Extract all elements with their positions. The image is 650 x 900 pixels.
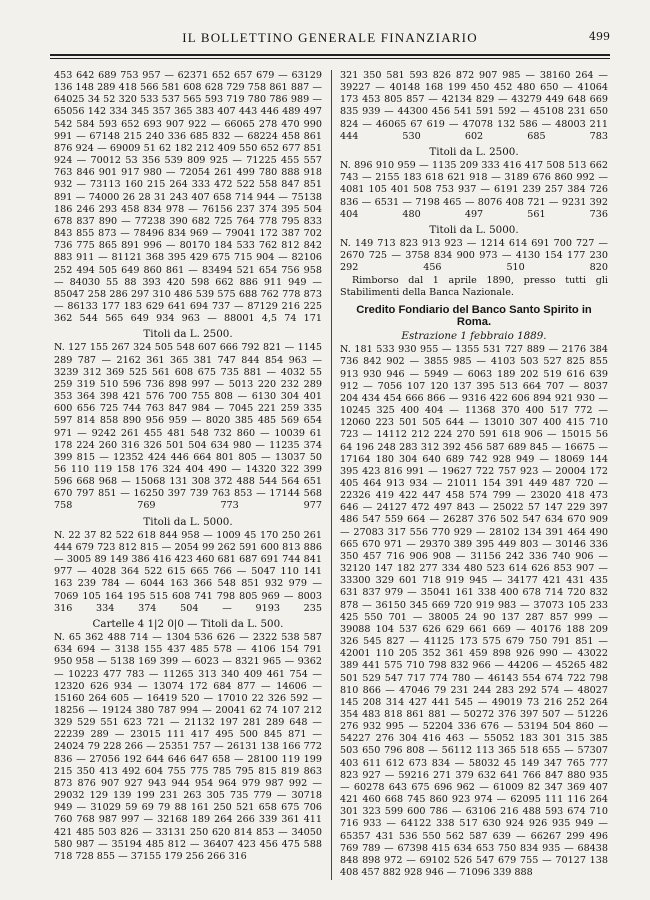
number-list: N. 22 37 82 522 618 844 958 — 1009 45 170 250 261 444 679 723 812 815 — 2054 99 262 591 600 813 886 — 3005 89 149 386 416 423 460 681 687 691 744 841 977 — 4028 364 522 615 665 766 — 5047 110 141 163 239 784 — 6044 163 366 548 851 932 979 — 7069 105 164 195 515 608 741 798 805 969 — 8003 316 334 374 504 — 9193 235: [54, 529, 322, 614]
section-title: Credito Fondiario del Banco Santo Spirito in Roma.: [356, 303, 592, 328]
header-rule-thick: [50, 54, 610, 56]
number-list: N. 149 713 823 913 923 — 1214 614 691 700 727 — 2670 725 — 3758 834 900 973 — 4130 154 177 230 292 456 510 820: [340, 238, 608, 274]
number-list: N. 181 533 930 955 — 1355 531 727 889 — 2176 384 736 842 902 — 3855 985 — 4103 503 527 825 855 913 930 946 — 5949 — 6063 189 202 519 616 639 912 — 7056 107 120 137 395 513 664 707 — 8037 204 434 454 666 866 — 9316 422 606 894 921 930 — 10245 325 400 404 — 11368 370 400 517 772 — 12060 223 501 505 644 — 13010 307 400 415 710 723 — 14112 212 224 270 591 618 906 — 15015 56 64 196 248 283 312 392 456 587 689 845 — 16675 — 17164 180 304 640 689 742 928 949 — 18069 144 395 423 816 991 — 19627 722 757 923 — 20004 172 405 464 913 934 — 21011 154 391 449 487 720 — 22326 419 422 447 458 574 799 — 23020 418 473 646 — 24127 472 497 843 — 25022 57 147 229 397 486 547 559 664 — 26287 376 502 547 634 670 909 — 27083 317 556 770 929 — 28102 134 391 464 490 665 670 971 — 29370 389 395 449 803 — 30146 336 350 457 716 906 908 — 31156 242 336 740 906 — 32120 147 182 277 334 480 523 614 626 853 907 — 33300 329 601 718 919 945 — 34177 421 431 435 631 837 979 — 35041 161 338 400 678 714 720 832 878 — 36150 345 669 720 919 983 — 37073 105 233 425 550 701 — 38005 24 90 137 287 857 999 — 39088 104 537 626 629 661 669 — 40176 188 209 326 545 827 — 41125 173 575 679 750 791 851 — 42001 110 205 352 361 459 898 926 990 — 43022 389 441 575 710 798 832 966 — 44206 — 45265 482 501 529 547 717 774 780 — 46143 554 674 722 798 810 866 — 47046 79 231 244 283 292 574 — 48027 145 208 314 427 441 545 — 49019 73 216 252 264 354 483 818 861 881 — 50272 376 397 507 — 51226 276 932 995 — 52204 336 676 — 53194 504 860 — 54227 276 304 416 463 — 55052 183 301 315 385 503 650 796 808 — 56112 113 365 518 655 — 57307 403 611 612 673 834 — 58032 45 149 347 765 777 823 927 — 59216 271 379 632 641 766 847 880 935 — 60278 643 675 696 962 — 61009 82 347 369 407 421 460 668 745 860 923 974 — 62095 111 116 264 301 323 599 600 786 — 63106 216 488 593 674 710 716 933 — 64122 338 517 630 924 926 935 949 — 65357 431 536 550 562 587 639 — 66267 299 496 769 789 — 67398 415 634 653 750 834 935 — 68438 848 898 972 — 69102 526 547 679 755 — 70127 138 408 457 882 928 946 — 71096 339 888: [340, 344, 608, 878]
reimbursement-note: Rimborso dal 1 aprile 1890, presso tutti gli Stabilimenti della Banca Nazionale.: [340, 274, 608, 298]
number-list: N. 896 910 959 — 1135 209 333 416 417 508 513 662 743 — 2155 183 618 621 918 — 3189 676 860 992 — 4081 105 401 508 753 937 — 6191 239 257 384 726 836 — 6531 — 7198 465 — 8076 408 721 — 9231 392 404 480 497 561 736: [340, 160, 608, 220]
page-number: 499: [589, 30, 610, 43]
extraction-date: Estrazione 1 febbraio 1889.: [401, 330, 547, 343]
number-list: 453 642 689 753 957 — 62371 652 657 679 — 63129 136 148 289 418 566 581 608 628 729 758 861 887 — 64025 34 52 320 533 537 565 593 719 780 786 989 — 65056 142 334 345 357 365 383 407 443 446 489 497 542 584 593 652 693 907 922 — 66065 278 470 990 991 — 67148 215 240 336 685 832 — 68224 458 861 876 924 — 69009 51 62 182 212 409 550 652 677 851 924 — 70012 53 356 539 809 925 — 71225 455 557 763 846 901 917 980 — 72054 261 499 780 888 918 932 — 73113 160 215 264 333 472 522 558 847 851 891 — 74000 26 28 31 243 407 658 714 944 — 75138 186 246 293 458 834 978 — 76156 237 374 395 504 678 837 890 — 77238 390 682 725 764 778 795 833 843 855 873 — 78496 834 969 — 79041 172 387 702 736 775 865 891 996 — 80170 184 533 762 812 842 883 911 — 81121 368 395 429 675 715 904 — 82106 252 494 505 649 860 861 — 83494 521 654 756 958 — 84030 55 88 393 420 598 662 886 911 949 — 85047 258 286 297 310 486 539 575 688 762 778 873 — 86133 177 183 629 641 694 737 — 87129 216 225 362 544 565 649 934 963 — 88001 4,5 74 171: [54, 70, 322, 325]
running-header: [50, 30, 610, 50]
right-column: [340, 70, 608, 879]
journal-title: IL BOLLETTINO GENERALE FINANZIARIO: [182, 30, 478, 45]
number-list: N. 65 362 488 714 — 1304 536 626 — 2322 538 587 634 694 — 3138 155 437 485 578 — 4106 154 791 950 958 — 5138 169 399 — 6023 — 8321 965 — 9362 — 10223 477 783 — 11265 313 340 409 461 754 — 12320 626 934 — 13074 172 684 877 — 14606 — 15160 264 605 — 16419 520 — 17010 22 326 592 — 18256 — 19124 380 787 994 — 20041 62 74 107 212 329 529 551 623 721 — 21132 197 281 289 648 — 22239 289 — 23015 111 417 495 500 845 871 — 24024 79 228 266 — 25351 757 — 26131 138 166 772 836 — 27056 192 644 646 647 658 — 28100 119 199 215 350 413 492 604 755 775 785 795 815 819 863 873 876 907 927 943 944 954 964 979 987 992 — 29032 129 139 199 231 263 305 735 779 — 30718 949 — 31029 59 69 79 88 161 250 521 658 675 706 760 768 987 997 — 32168 189 264 266 339 361 411 421 485 503 826 — 33131 250 620 814 853 — 34050 580 987 — 35194 485 812 — 36407 423 456 475 588 718 728 855 — 37155 179 256 266 316: [54, 632, 322, 862]
section-heading: Titoli da L. 2500.: [429, 145, 519, 158]
column-divider: [331, 70, 332, 880]
section-heading: Cartelle 4 1|2 0|0 — Titoli da L. 500.: [92, 617, 284, 630]
number-list: 321 350 581 593 826 872 907 985 — 38160 264 — 39227 — 40148 168 199 450 452 480 650 — 41064 173 453 805 857 — 42134 829 — 43279 449 648 669 835 939 — 44300 456 541 591 592 — 45108 231 650 824 — 46065 67 619 — 47078 132 586 — 48003 211 444 530 602 685 783: [340, 70, 608, 142]
left-column: [54, 70, 322, 863]
header-rule-thin: [50, 58, 610, 59]
section-heading: Titoli da L. 2500.: [143, 328, 233, 341]
number-list: N. 127 155 267 324 505 548 607 666 792 821 — 1145 289 787 — 2162 361 365 381 747 844 854 963 — 3239 312 369 525 561 608 675 735 881 — 4032 55 259 319 510 596 736 898 997 — 5013 220 232 289 353 364 398 421 576 700 755 808 — 6130 304 401 600 656 725 744 763 847 984 — 7045 221 259 335 597 814 858 890 956 959 — 8020 385 485 569 654 971 — 9242 261 455 481 548 732 860 — 10039 61 178 224 260 316 326 501 504 634 980 — 11235 374 399 815 — 12352 424 446 664 801 805 — 13037 50 56 110 119 158 176 324 404 490 — 14320 322 399 596 668 968 — 15068 131 308 372 488 544 564 651 670 797 851 — 16250 397 739 763 853 — 17144 568 758 769 773 977: [54, 342, 322, 512]
section-heading: Titoli da L. 5000.: [143, 515, 233, 528]
section-heading: Titoli da L. 5000.: [429, 223, 519, 236]
